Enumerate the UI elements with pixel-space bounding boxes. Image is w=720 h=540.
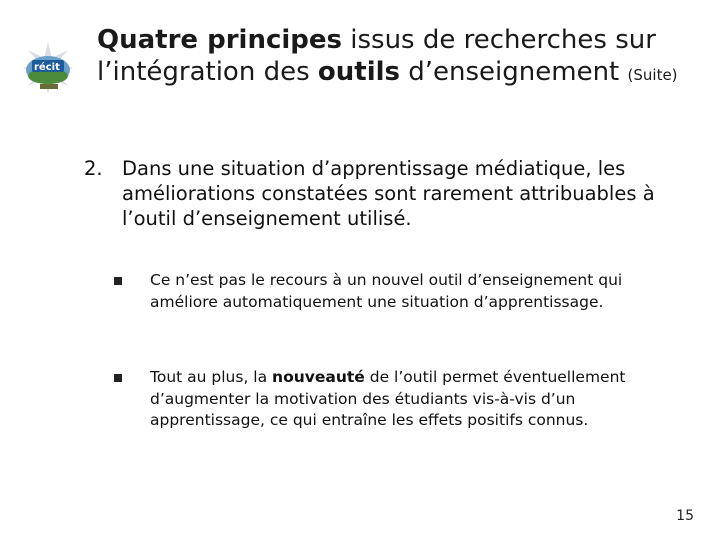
logo-text: récit xyxy=(34,62,60,73)
bullet-2-before: Tout au plus, la xyxy=(150,368,273,386)
square-bullet-icon xyxy=(114,277,122,285)
title-bold-2: outils xyxy=(317,57,400,87)
bullet-text-1: Ce n’est pas le recours à un nouvel outil d’enseignement qui améliore automatiquement une situation d’apprentissage. xyxy=(150,271,623,311)
title-bold-1: Quatre principes xyxy=(97,25,342,55)
bullet-2-after: de l’outil permet éventuellement d’augmenter la motivation des étudiants vis-à-vis d’un apprentissage, ce qui entraîne les effets positifs connus. xyxy=(150,368,626,429)
title-text-1: issus de recherches sur l’intégration des xyxy=(97,25,656,87)
point-number: 2. xyxy=(84,157,103,180)
title-suite: (Suite) xyxy=(627,66,678,84)
bullet-2-bold: nouveauté xyxy=(272,368,365,386)
slide-title xyxy=(97,24,697,91)
bullet-text-2 xyxy=(150,367,690,432)
page-number: 15 xyxy=(676,508,694,524)
title-text-2: d’enseignement xyxy=(400,57,628,87)
square-bullet-icon xyxy=(114,374,122,382)
recit-logo-icon xyxy=(18,40,78,96)
point-text: Dans une situation d’apprentissage médiatique, les améliorations constatées sont rarement attribuables à l’outil d’enseignement utilisé. xyxy=(122,157,655,230)
